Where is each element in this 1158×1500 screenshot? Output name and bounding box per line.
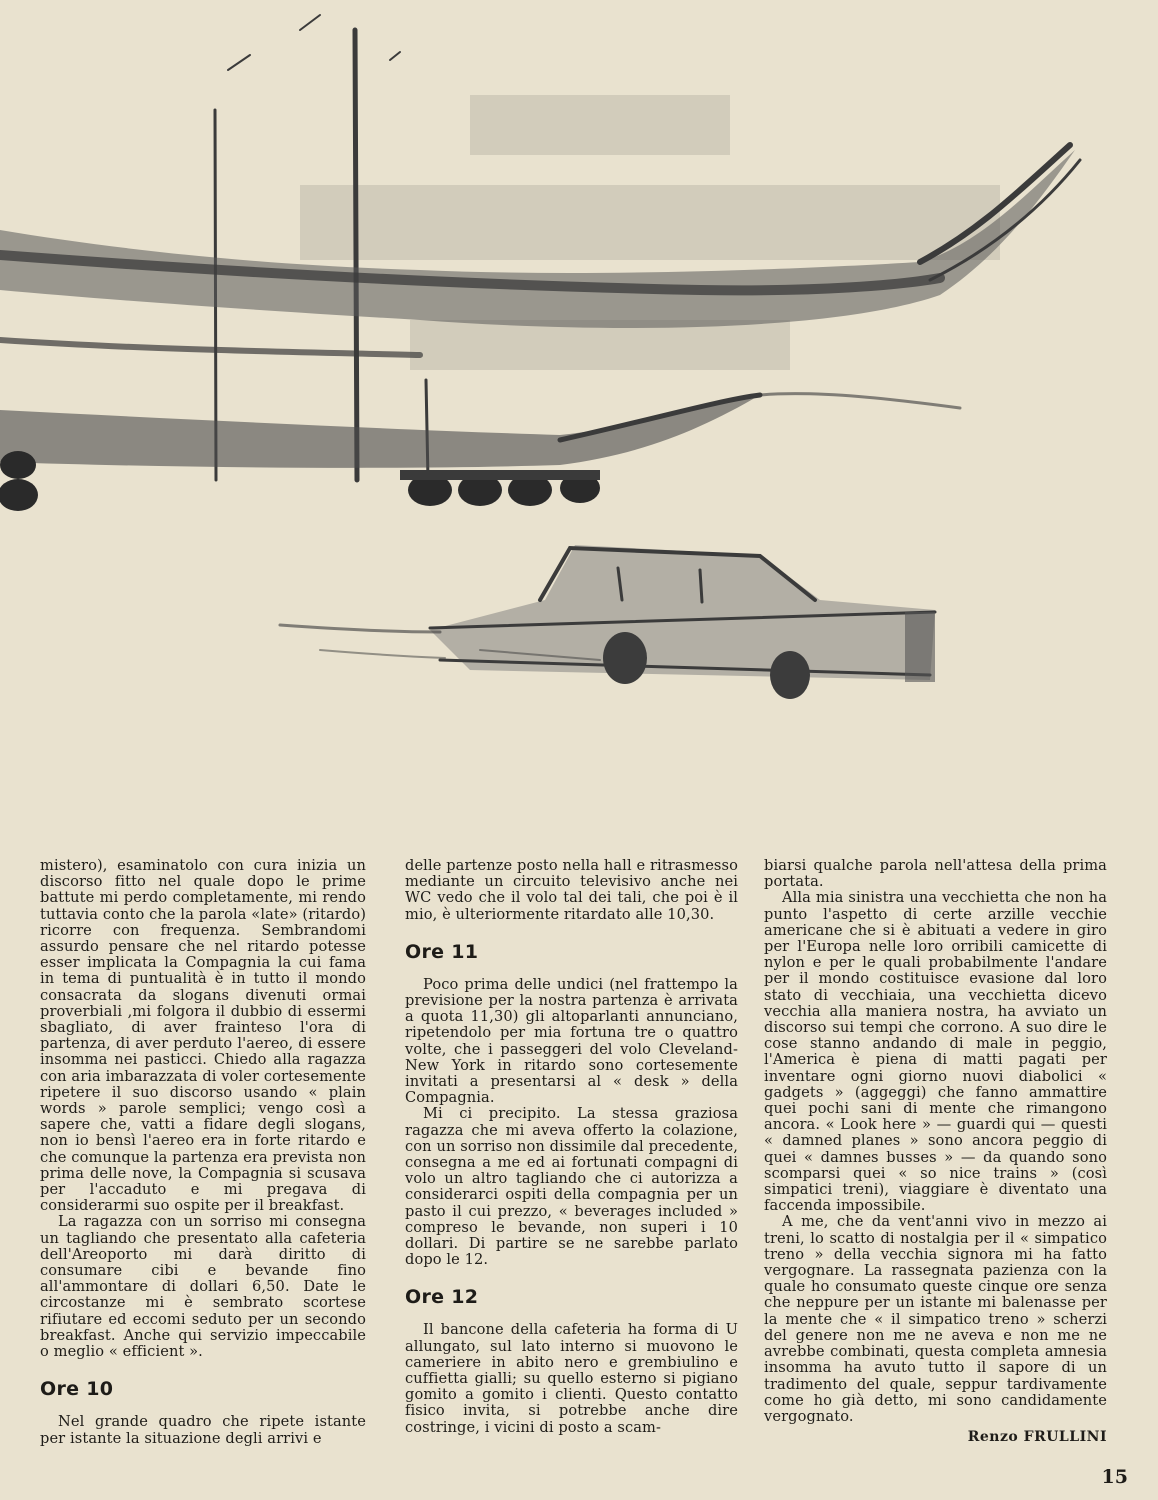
author-signature: Renzo FRULLINI: [967, 1429, 1107, 1446]
article-column-3: [764, 858, 1107, 1445]
paragraph: La ragazza con un sorriso mi consegna un tagliando che presentato alla cafeteria dell'Areoporto mi darà diritto di consumare cibi e bevande fino all'ammontare di dollari 6,50. Date le circostanze mi è sembrato scortese rifiutare ed eccomi seduto per un secondo breakfast. Anche qui servizio impeccabile o meglio « efficient ».: [40, 1213, 366, 1361]
section-heading-ore-10: Ore 10: [40, 1378, 114, 1401]
paragraph: mistero), esaminatolo con cura inizia un discorso fitto nel quale dopo le prime battute mi perdo completamente, mi rendo tuttavia conto che la parola «late» (ritardo) ricorre con frequenza. Sembrandomi assurdo pensare che nel ritardo potesse esser implicata la Compagnia la cui fama in tema di puntualità è in tutto il mondo consacrata da slogans divenuti ormai proverbiali ,mi folgora il dubbio di essermi sbagliato, di aver frainteso l'ora di partenza, di aver perduto l'aereo, di essere insomma nei pasticci. Chiedo alla ragazza con aria imbarazzata di voler cortesemente ripetere il suo discorso usando « plain words » parole semplici; vengo così a sapere che, vatti a fidare degli slogans, non io bensì l'aereo era in forte ritardo e che comunque la partenza era prevista non prima delle nove, la Compagnia si scusava per l'accaduto e mi pregava di considerarmi suo ospite per il breakfast.: [40, 857, 366, 1215]
paragraph: Il bancone della cafeteria ha forma di U allungato, sul lato interno si muovono le cameriere in abito nero e grembiulino e cuffietta gialli; su quello esterno si pigiano gomito a gomito i clienti. Questo contatto fisico invita, si potrebbe anche dire costringe, i vicini di posto a scam-: [405, 1321, 738, 1436]
paragraph: Alla mia sinistra una vecchietta che non ha punto l'aspetto di certe arzille vecchie americane che si è abituati a vedere in giro per l'Europa nelle loro orribili camicette di nylon e per le quali probabilmente l'andare per il mondo costituisce evasione dal loro stato di vecchiaia, una vecchietta dicevo vecchia alla maniera nostra, ha avviato un discorso sui tempi che corrono. A suo dire le cose stanno andando di male in peggio, l'America è piena di matti pagati per inventare ogni giorno nuovi diabolici « gadgets » (aggeggi) che fanno ammattire quei pochi sani di mente che rimangono ancora. « Look here » — guardi qui — questi « damned planes » sono ancora peggio di quei « damnes busses » — da quando sono scomparsi quei « so nice trains » (così simpatici treni), viaggiare è diventato una faccenda impossibile.: [764, 889, 1107, 1215]
article-column-1: [40, 858, 366, 1447]
paragraph: biarsi qualche parola nell'attesa della prima portata.: [764, 857, 1107, 891]
paragraph: A me, che da vent'anni vivo in mezzo ai treni, lo scatto di nostalgia per il « simpatico treno » della vecchia signora mi ha fatto vergognare. La rassegnata pazienza con la quale ho consumato queste cinque ore senza che neppure per un istante mi balenasse per la mente che « il simpatico treno » scherzi del genere non me ne aveva e non me ne avrebbe combinati, questa completa amnesia insomma ha avuto tutto il sapore di un tradimento del quale, seppur tardivamente come ho già detto, mi sono candidamente vergognato.: [764, 1213, 1107, 1425]
paragraph: Nel grande quadro che ripete istante per istante la situazione degli arrivi e: [40, 1413, 366, 1447]
page-number: 15: [1101, 1466, 1128, 1488]
section-heading-ore-12: Ore 12: [405, 1286, 479, 1309]
section-heading-ore-11: Ore 11: [405, 940, 479, 963]
paragraph: Mi ci precipito. La stessa graziosa ragazza che mi aveva offerto la colazione, con un sorriso non dissimile dal precedente, consegna a me ed ai fortunati compagni di volo un altro tagliando che ci autorizza a considerarci ospiti della compagnia per un pasto il cui prezzo, « beverages included » compreso le bevande, non superi i 10 dollari. Di partire se ne sarebbe parlato dopo le 12.: [405, 1105, 738, 1269]
paragraph: delle partenze posto nella hall e ritrasmesso mediante un circuito televisivo anche nei WC vedo che il volo tal dei tali, che poi è il mio, è ulteriormente ritardato alle 10,30.: [405, 857, 738, 923]
article-column-2: [405, 858, 738, 1436]
paragraph: Poco prima delle undici (nel frattempo la previsione per la nostra partenza è arrivata a quota 11,30) gli altoparlanti annunciano, ripetendolo per mia fortuna tre o quattro volte, che i passeggeri del volo Cleveland-New York in ritardo sono cortesemente invitati a presentarsi al « desk » della Compagnia.: [405, 975, 738, 1107]
